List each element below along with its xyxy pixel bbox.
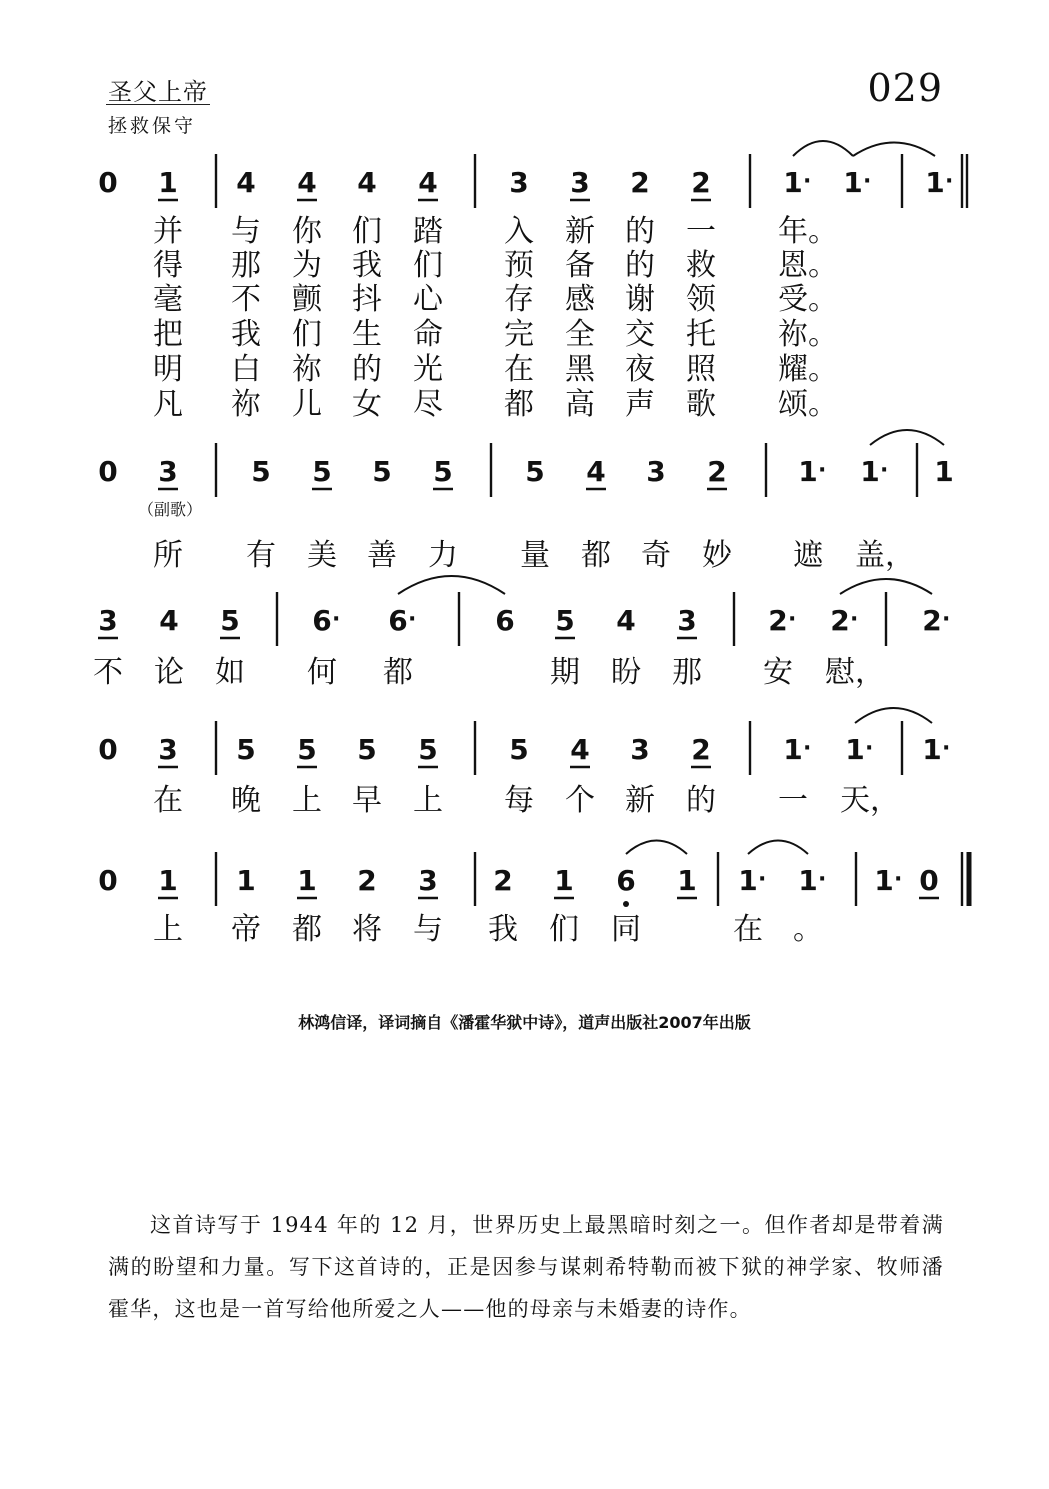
lyric-syllable: 在	[504, 352, 534, 387]
lyric-syllable: 都	[504, 387, 534, 422]
lyric-syllable: 的	[686, 783, 716, 818]
note: 2	[922, 604, 942, 637]
lyric-syllable: 心	[413, 282, 443, 317]
lyric-syllable: 盼	[611, 655, 641, 690]
lyric-syllable: 得	[153, 248, 183, 283]
note: 0	[919, 864, 939, 897]
note: 1	[843, 166, 863, 199]
note: 3	[570, 166, 590, 199]
lyric-syllable: 颂。	[778, 387, 838, 422]
dotted-note-mark: ·	[945, 169, 954, 194]
lyric-syllable: 一	[686, 214, 716, 249]
lyric-syllable: 的	[625, 248, 655, 283]
lyric-syllable: 论	[154, 655, 184, 690]
note: 2	[830, 604, 850, 637]
lyric-syllable: 年。	[778, 214, 838, 249]
dotted-note-mark: ·	[803, 169, 812, 194]
low-octave-dot	[623, 901, 629, 907]
note: 3	[630, 733, 650, 766]
lyric-syllable: 们	[413, 248, 443, 283]
lyric-syllable: 儿	[292, 387, 322, 422]
note: 1	[783, 166, 803, 199]
lyric-syllable: 预	[504, 248, 534, 283]
dotted-note-mark: ·	[818, 458, 827, 483]
note: 1	[158, 864, 178, 897]
lyric-syllable: 凡	[153, 387, 183, 422]
lyric-syllable: 如	[215, 655, 245, 690]
lyric-syllable: 晚	[231, 783, 261, 818]
note: 5	[220, 604, 240, 637]
lyric-syllable: 力	[428, 538, 458, 573]
note: 1	[845, 733, 865, 766]
note: 2	[357, 864, 377, 897]
note: 4	[297, 166, 317, 199]
hymn-title: 圣父上帝	[108, 78, 208, 106]
note: 1	[783, 733, 803, 766]
lyric-syllable: 期	[550, 655, 580, 690]
note: 1	[798, 455, 818, 488]
lyric-syllable: 感	[565, 282, 595, 317]
lyric-syllable: 都	[292, 912, 322, 947]
lyric-syllable: 抖	[352, 282, 382, 317]
dotted-note-mark: ·	[942, 607, 951, 632]
note: 3	[158, 455, 178, 488]
note: 5	[297, 733, 317, 766]
lyric-syllable: 美	[307, 538, 337, 573]
note: 3	[677, 604, 697, 637]
lyric-syllable: 们	[292, 317, 322, 352]
lyric-syllable: 所	[153, 538, 183, 573]
lyric-syllable: 安	[763, 655, 793, 690]
slur	[748, 841, 808, 855]
lyric-syllable: 高	[565, 387, 595, 422]
lyric-syllable: 生	[352, 317, 382, 352]
lyric-syllable: 黑	[565, 352, 595, 387]
dotted-note-mark: ·	[942, 736, 951, 761]
lyric-syllable: 领	[686, 282, 716, 317]
note: 5	[357, 733, 377, 766]
lyric-syllable: 救	[686, 248, 716, 283]
lyric-syllable: 上	[292, 783, 322, 818]
dotted-note-mark: ·	[408, 607, 417, 632]
lyric-syllable: 你	[292, 214, 322, 249]
note: 6	[388, 604, 408, 637]
lyric-syllable: 祢。	[778, 317, 838, 352]
lyric-syllable: 都	[581, 538, 611, 573]
lyric-syllable: 女	[352, 387, 382, 422]
lyric-syllable: 的	[352, 352, 382, 387]
note: 6	[312, 604, 332, 637]
lyric-syllable: 新	[625, 783, 655, 818]
hymn-description: 这首诗写于 1944 年的 12 月，世界历史上最黑暗时刻之一。但作者却是带着满满的盼望和力量。写下这首诗的，正是因参与谋刺希特勒而被下狱的神学家、牧师潘霍华，这也是一首写给他所爱之人——他的母亲与未婚妻的诗作。	[108, 1213, 944, 1321]
lyric-syllable: 光	[413, 352, 443, 387]
note: 1	[925, 166, 945, 199]
note: 5	[236, 733, 256, 766]
note: 3	[646, 455, 666, 488]
lyric-syllable: 何	[307, 655, 337, 690]
lyric-syllable: 耀。	[778, 352, 838, 387]
note: 3	[418, 864, 438, 897]
lyric-syllable: 盖，	[855, 538, 915, 573]
dotted-note-mark: ·	[863, 169, 872, 194]
lyric-syllable: 交	[625, 317, 655, 352]
lyric-syllable: 与	[413, 912, 443, 947]
lyric-syllable: 颤	[292, 282, 322, 317]
dotted-note-mark: ·	[758, 867, 767, 892]
lyric-syllable: 在	[733, 912, 763, 947]
note: 1	[554, 864, 574, 897]
lyric-syllable: 们	[549, 912, 579, 947]
note: 1	[677, 864, 697, 897]
note: 3	[98, 604, 118, 637]
note: 4	[616, 604, 636, 637]
lyric-syllable: 我	[488, 912, 518, 947]
lyric-syllable: 有	[246, 538, 276, 573]
lyric-syllable: 同	[611, 912, 641, 947]
note: 4	[418, 166, 438, 199]
note: 0	[98, 166, 118, 199]
lyric-syllable: 。	[793, 912, 823, 947]
slur	[855, 708, 932, 723]
note: 6	[616, 864, 636, 897]
refrain-marker: （副歌）	[137, 500, 203, 519]
note: 1	[874, 864, 894, 897]
lyric-syllable: 毫	[153, 282, 183, 317]
translation-credit: 林鸿信译，译词摘自《潘霍华狱中诗》，道声出版社2007年出版	[298, 1013, 751, 1032]
lyric-syllable: 一	[778, 783, 808, 818]
note: 2	[691, 733, 711, 766]
lyric-syllable: 踏	[413, 214, 443, 249]
note: 1	[236, 864, 256, 897]
lyric-syllable: 上	[153, 912, 183, 947]
note: 4	[236, 166, 256, 199]
note: 1	[934, 455, 954, 488]
note: 5	[312, 455, 332, 488]
dotted-note-mark: ·	[865, 736, 874, 761]
lyric-syllable: 受。	[778, 282, 838, 317]
dotted-note-mark: ·	[818, 867, 827, 892]
lyric-syllable: 存	[504, 282, 534, 317]
lyric-syllable: 入	[504, 214, 534, 249]
note: 0	[98, 864, 118, 897]
note: 1	[798, 864, 818, 897]
note: 0	[98, 733, 118, 766]
lyric-syllable: 明	[153, 352, 183, 387]
lyric-syllable: 的	[625, 214, 655, 249]
lyric-syllable: 不	[231, 282, 261, 317]
note: 1	[297, 864, 317, 897]
slur	[870, 430, 944, 445]
lyric-syllable: 量	[520, 538, 550, 573]
lyric-syllable: 善	[367, 538, 397, 573]
lyric-syllable: 每	[504, 783, 534, 818]
lyric-syllable: 托	[686, 317, 716, 352]
lyric-syllable: 都	[383, 655, 413, 690]
dotted-note-mark: ·	[332, 607, 341, 632]
note: 1	[860, 455, 880, 488]
lyric-syllable: 妙	[702, 538, 732, 573]
lyric-syllable: 祢	[292, 352, 322, 387]
slur	[398, 576, 505, 594]
lyric-syllable: 新	[565, 214, 595, 249]
lyric-syllable: 声	[625, 387, 655, 422]
note: 5	[433, 455, 453, 488]
note: 2	[691, 166, 711, 199]
dotted-note-mark: ·	[894, 867, 903, 892]
note: 3	[509, 166, 529, 199]
note: 5	[525, 455, 545, 488]
lyric-syllable: 在	[153, 783, 183, 818]
lyric-syllable: 帝	[231, 912, 261, 947]
note: 3	[158, 733, 178, 766]
slur	[626, 841, 687, 855]
lyric-syllable: 个	[565, 783, 595, 818]
lyric-syllable: 夜	[625, 352, 655, 387]
note: 4	[570, 733, 590, 766]
note: 2	[768, 604, 788, 637]
note: 5	[372, 455, 392, 488]
lyric-syllable: 备	[565, 248, 595, 283]
dotted-note-mark: ·	[788, 607, 797, 632]
note: 1	[922, 733, 942, 766]
note: 6	[495, 604, 515, 637]
lyric-syllable: 奇	[641, 538, 671, 573]
lyric-syllable: 恩。	[778, 248, 838, 283]
lyric-syllable: 尽	[413, 387, 443, 422]
dotted-note-mark: ·	[880, 458, 889, 483]
note: 4	[357, 166, 377, 199]
lyric-syllable: 祢	[231, 387, 261, 422]
lyric-syllable: 我	[231, 317, 261, 352]
lyric-syllable: 为	[292, 248, 322, 283]
dotted-note-mark: ·	[803, 736, 812, 761]
note: 1	[738, 864, 758, 897]
lyric-syllable: 完	[504, 317, 534, 352]
slur	[793, 141, 853, 156]
slur	[840, 579, 932, 594]
lyric-syllable: 天，	[840, 783, 900, 818]
note: 5	[509, 733, 529, 766]
page-number: 029	[867, 66, 943, 110]
note: 5	[418, 733, 438, 766]
lyric-syllable: 并	[153, 214, 183, 249]
lyric-syllable: 把	[153, 317, 183, 352]
lyric-syllable: 早	[352, 783, 382, 818]
lyric-syllable: 全	[565, 317, 595, 352]
dotted-note-mark: ·	[850, 607, 859, 632]
note: 2	[707, 455, 727, 488]
note: 5	[251, 455, 271, 488]
lyric-syllable: 那	[672, 655, 702, 690]
lyric-syllable: 白	[231, 352, 261, 387]
slur	[853, 143, 935, 157]
note: 2	[493, 864, 513, 897]
lyric-syllable: 命	[413, 317, 443, 352]
lyric-syllable: 慰，	[825, 655, 885, 690]
lyric-syllable: 上	[413, 783, 443, 818]
lyric-syllable: 谢	[625, 282, 655, 317]
lyric-syllable: 不	[93, 655, 123, 690]
lyric-syllable: 那	[231, 248, 261, 283]
hymn-subtitle: 拯救保守	[108, 115, 197, 137]
lyric-syllable: 遮	[793, 538, 823, 573]
lyric-syllable: 将	[352, 912, 382, 947]
note: 2	[630, 166, 650, 199]
lyric-syllable: 照	[686, 352, 716, 387]
lyric-syllable: 我	[352, 248, 382, 283]
note: 4	[586, 455, 606, 488]
lyric-syllable: 歌	[686, 387, 716, 422]
lyric-syllable: 们	[352, 214, 382, 249]
lyric-syllable: 与	[231, 214, 261, 249]
note: 4	[159, 604, 179, 637]
note: 1	[158, 166, 178, 199]
note: 0	[98, 455, 118, 488]
note: 5	[555, 604, 575, 637]
